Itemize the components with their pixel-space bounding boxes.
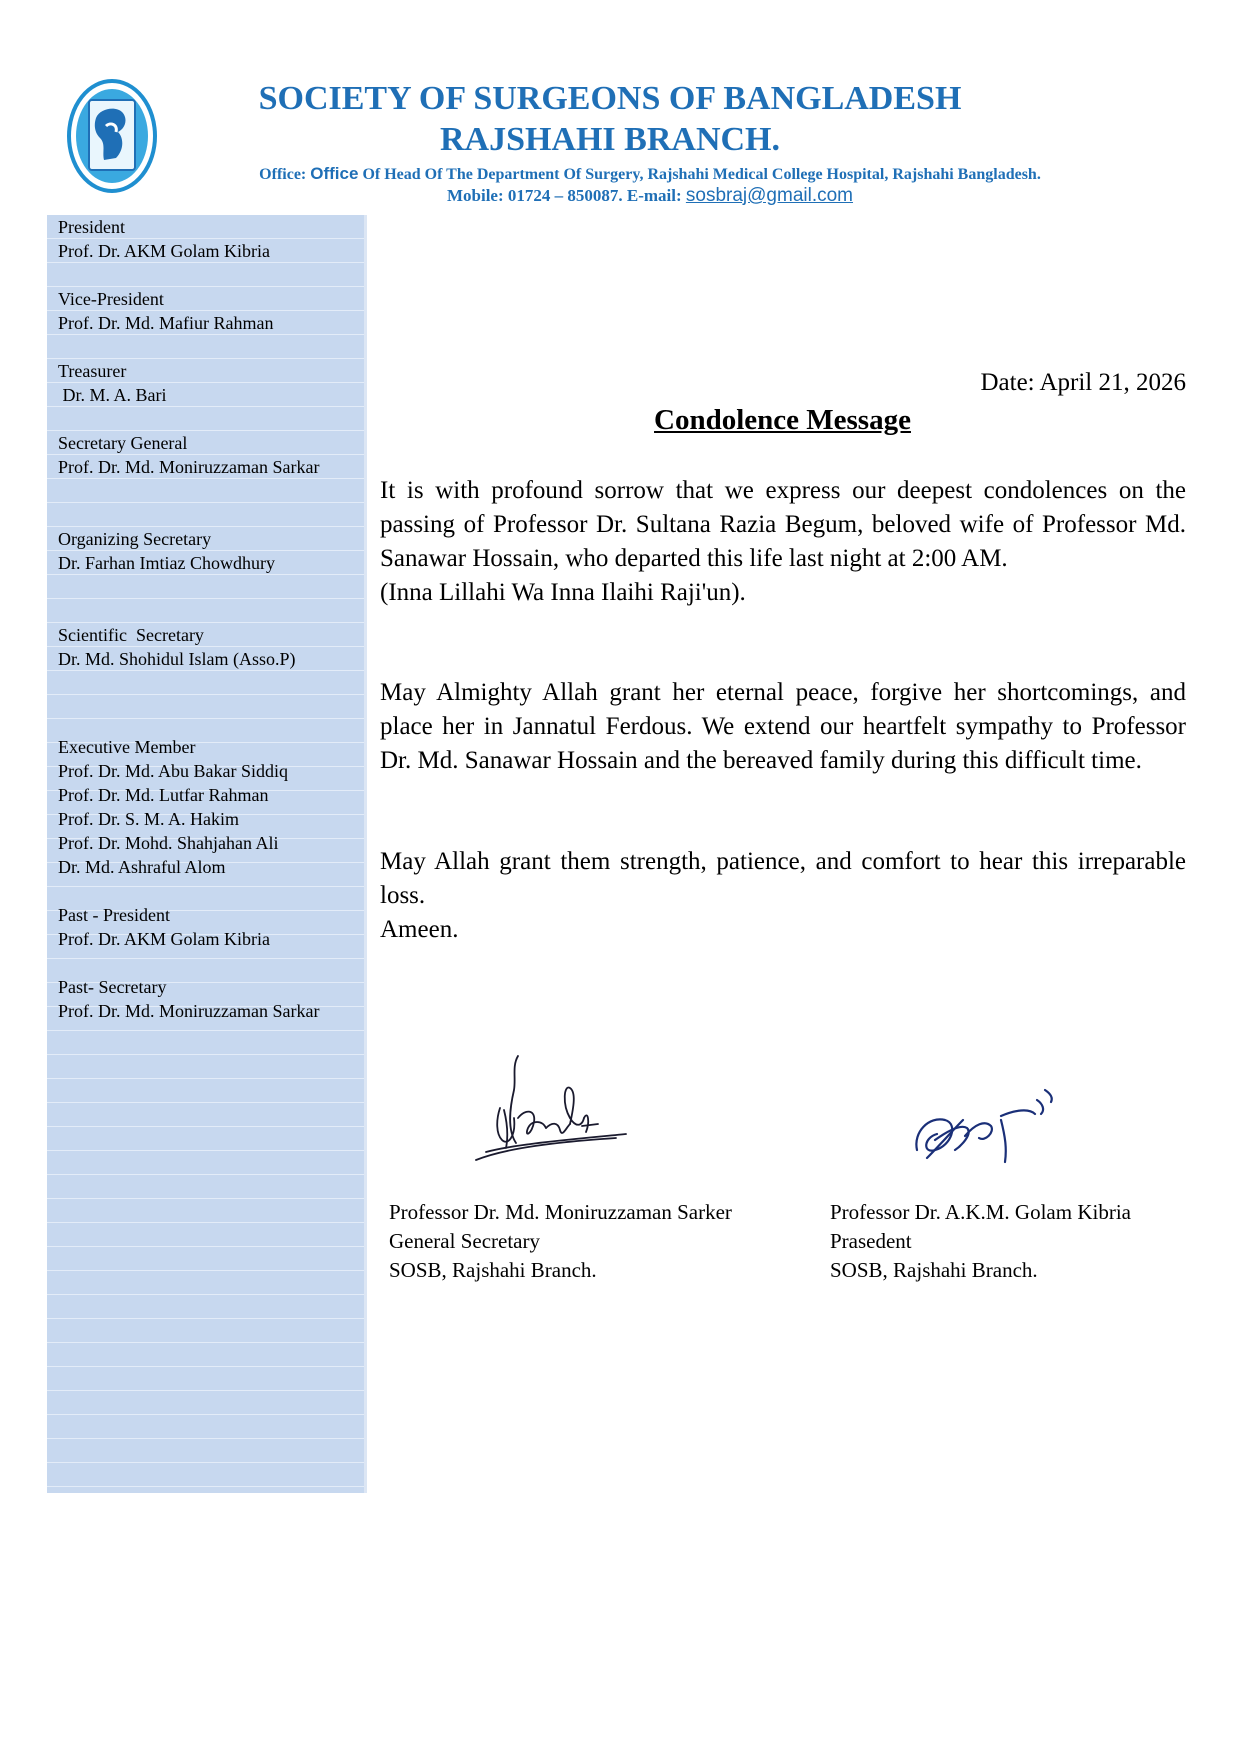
- letter-heading: Condolence Message: [654, 404, 911, 436]
- member-executive-5: Dr. Md. Ashraful Alom: [58, 857, 226, 877]
- role-scientific-secretary: Scientific Secretary: [58, 625, 204, 645]
- role-past-secretary: Past- Secretary: [58, 977, 167, 997]
- role-organizing-secretary: Organizing Secretary: [58, 529, 212, 549]
- member-vice-president: Prof. Dr. Md. Mafiur Rahman: [58, 313, 274, 333]
- member-executive-2: Prof. Dr. Md. Lutfar Rahman: [58, 785, 269, 805]
- closing-text: Ameen.: [380, 916, 459, 943]
- org-title-line1: SOCIETY OF SURGEONS OF BANGLADESH: [258, 80, 962, 117]
- email-link[interactable]: sosbraj@gmail.com: [685, 185, 854, 206]
- member-executive-3: Prof. Dr. S. M. A. Hakim: [58, 809, 240, 829]
- member-president: Prof. Dr. AKM Golam Kibria: [58, 241, 270, 261]
- signatory-secretary-name: Professor Dr. Md. Moniruzzaman Sarker: [389, 1200, 732, 1224]
- office-label: Office:: [259, 166, 307, 183]
- member-treasurer: Dr. M. A. Bari: [58, 385, 167, 405]
- paragraph-1-dua: (Inna Lillahi Wa Inna Ilaihi Raji'un).: [380, 579, 746, 606]
- member-executive-4: Prof. Dr. Mohd. Shahjahan Ali: [58, 833, 279, 853]
- paragraph-1: [380, 474, 1186, 610]
- office-rest: Of Head Of The Department Of Surgery, Rajshahi Medical College Hospital, Rajshahi Bangladesh.: [362, 166, 1041, 183]
- member-past-president: Prof. Dr. AKM Golam Kibria: [58, 929, 270, 949]
- paragraph-1-text: It is with profound sorrow that we express our deepest condolences on the passing of Professor Dr. Sultana Razia Begum, beloved wife of Professor Md. Sanawar Hossain, who departed this life last night at 2:00 AM.: [380, 477, 1186, 572]
- member-organizing-secretary: Dr. Farhan Imtiaz Chowdhury: [58, 553, 275, 573]
- org-title-line2: RAJSHAHI BRANCH.: [439, 121, 781, 158]
- signatory-secretary: [389, 1198, 732, 1285]
- member-past-secretary: Prof. Dr. Md. Moniruzzaman Sarkar: [58, 1001, 320, 1021]
- role-executive-member: Executive Member: [58, 737, 196, 757]
- signatory-president: [830, 1198, 1131, 1285]
- paragraph-2: May Almighty Allah grant her eternal peace, forgive her shortcomings, and place her in Jannatul Ferdous. We extend our heartfelt sympathy to Professor Dr. Md. Sanawar Hossain and the bereaved family during this difficult time.: [380, 679, 1186, 774]
- signatory-president-org: SOSB, Rajshahi Branch.: [830, 1258, 1038, 1282]
- society-logo-icon: [66, 78, 158, 194]
- office-address: [150, 164, 1150, 185]
- member-executive-1: Prof. Dr. Md. Abu Bakar Siddiq: [58, 761, 289, 781]
- handwritten-signature-secretary-icon: [466, 1048, 636, 1168]
- role-vice-president: Vice-President: [58, 289, 164, 309]
- signatory-president-title: Prasedent: [830, 1229, 912, 1253]
- mobile-text: Mobile: 01724 – 850087. E-mail:: [446, 186, 682, 205]
- contact-line: [150, 185, 1150, 207]
- role-president: President: [58, 217, 125, 237]
- member-scientific-secretary: Dr. Md. Shohidul Islam (Asso.P): [58, 649, 296, 669]
- signatory-president-name: Professor Dr. A.K.M. Golam Kibria: [830, 1200, 1131, 1224]
- role-treasurer: Treasurer: [58, 361, 127, 381]
- signatory-secretary-title: General Secretary: [389, 1229, 540, 1253]
- role-secretary-general: Secretary General: [58, 433, 188, 453]
- member-secretary-general: Prof. Dr. Md. Moniruzzaman Sarkar: [58, 457, 320, 477]
- signatory-secretary-org: SOSB, Rajshahi Branch.: [389, 1258, 597, 1282]
- handwritten-signature-president-icon: [905, 1080, 1075, 1175]
- committee-sidebar: [47, 215, 367, 1493]
- paragraph-3-text: May Allah grant them strength, patience, and comfort to hear this irreparable loss.: [380, 848, 1186, 909]
- role-past-president: Past - President: [58, 905, 170, 925]
- office-word: Office: [310, 164, 359, 183]
- paragraph-3: [380, 845, 1186, 947]
- letter-date: Date: April 21, 2026: [980, 369, 1186, 396]
